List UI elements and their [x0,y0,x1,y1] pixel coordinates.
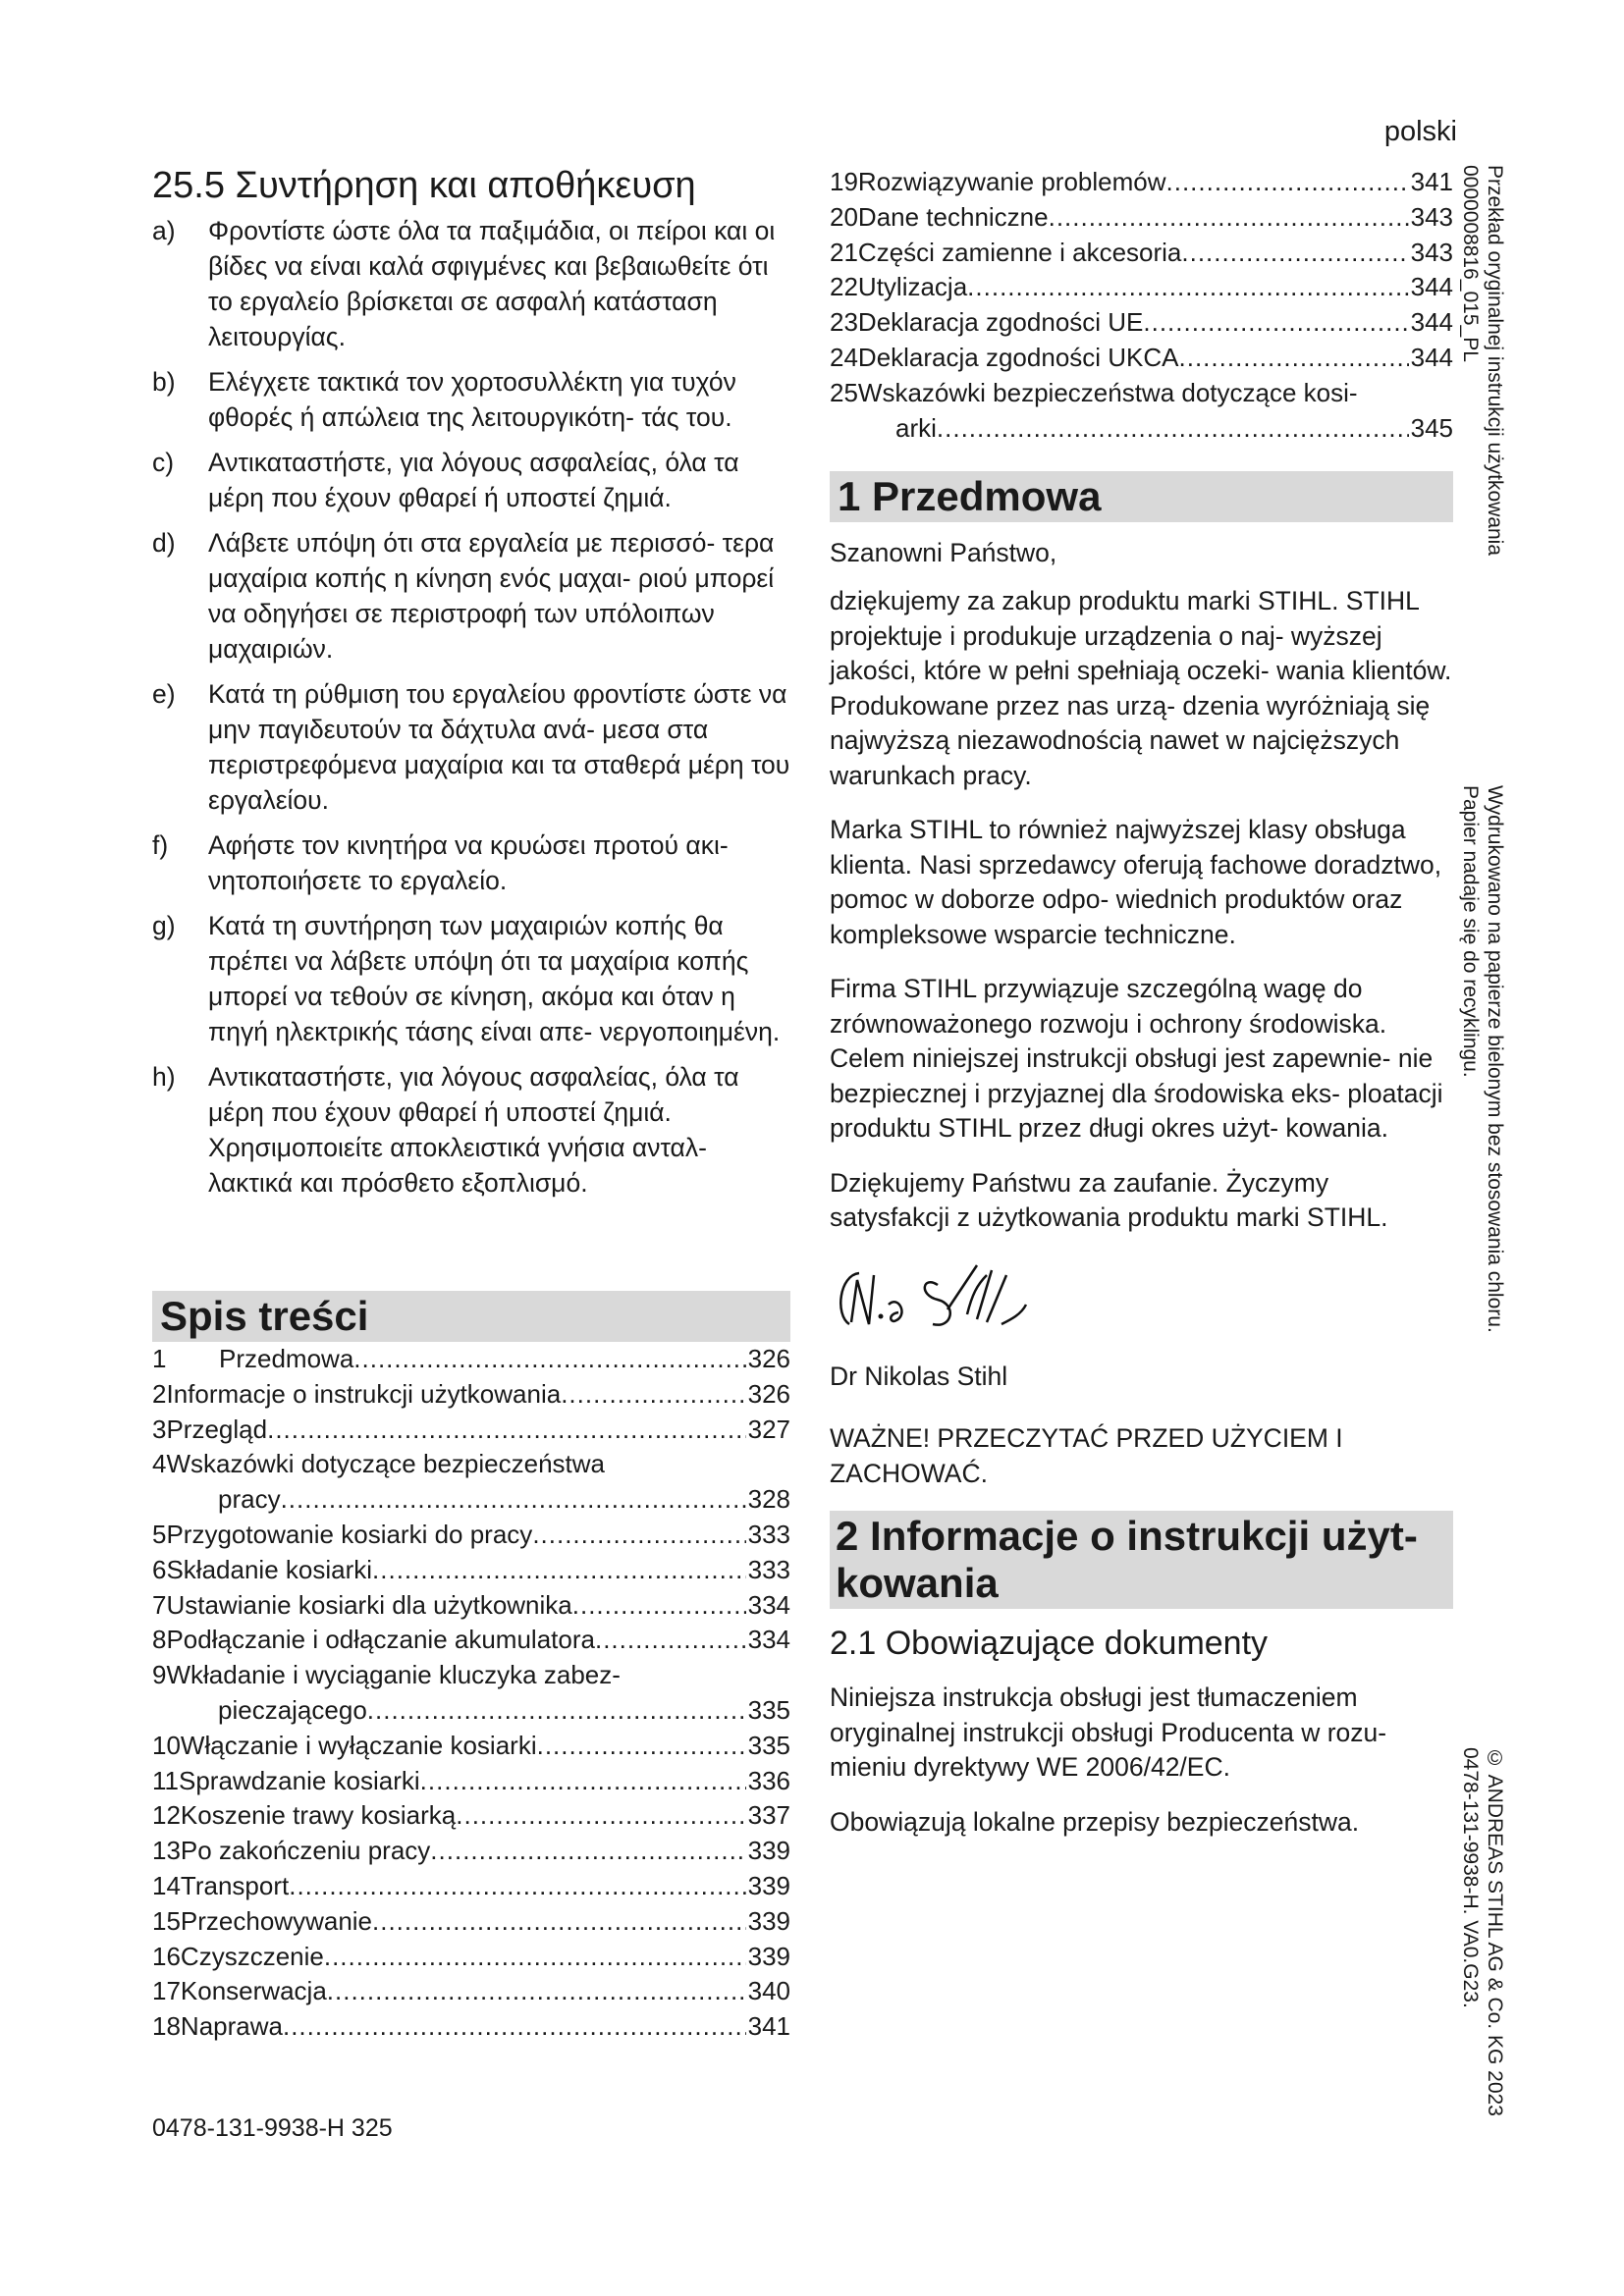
toc-entry[interactable]: 3 Przegląd ..... 327 [152,1413,790,1448]
left-column [152,165,790,2045]
section2-heading: 2 Informacje o instrukcji użyt- kowania [830,1511,1453,1609]
toc-entry[interactable]: 9 Wkładanie i wyciąganie kluczyka zabez- pieczającego ..... 335 [152,1658,790,1729]
preface-paragraph: dziękujemy za zakup produktu marki STIHL. STIHL projektuje i produkuje urządzenia o naj- wyższej jakości, które w pełni spełniają oczeki- wania klientów. Produkowane przez nas urzą- dzenia wyróżniają się najwyższą niezawodnością nawet w najcięższych warunkach pracy. [830,586,1452,790]
section2-paragraph: Obowiązują lokalne przepisy bezpieczeństwa. [830,1806,1360,1837]
language-label: polski [1383,116,1457,147]
toc-entry[interactable]: 11 Sprawdzanie kosiarki ..... 336 [152,1764,790,1799]
side-note-translation: Przekład oryginalnej instrukcji użytkowania 0000008816_015_PL [1459,165,1506,557]
preface-paragraph: Marka STIHL to również najwyższej klasy obsługa klienta. Nasi sprzedawcy oferują fachowe doradztwo, pomoc w doborze odpo- wiednich produktów oraz kompleksowe wsparcie techniczne. [830,815,1442,949]
right-column [830,165,1453,1859]
list-item: b) Ελέγχετε τακτικά τον χορτοσυλλέκτη για τυχόν φθορές ή απώλεια της λειτουργικότη- τάς του. [152,367,736,432]
greek-section-list [152,213,790,1201]
toc-entry[interactable]: 23 Deklaracja zgodności UE ..... 344 [830,305,1453,341]
list-item: e) Κατά τη ρύθμιση του εργαλείου φροντίστε ώστε να μην παγιδευτούν τα δάχτυλα ανά- μεσα στα περιστρεφόμενα μαχαίρια και τα σταθερά μέρη του εργαλείου. [152,679,790,815]
section2-paragraph: Niniejsza instrukcja obsługi jest tłumaczeniem oryginalnej instrukcji obsługi Producenta w rozu- mieniu dyrektywy WE 2006/42/EC. [830,1682,1387,1783]
section2-subheading: 2.1 Obowiązujące dokumenty [830,1625,1269,1663]
toc-entry[interactable]: 14 Transport ..... 339 [152,1869,790,1904]
toc-entry[interactable]: 7 Ustawianie kosiarki dla użytkownika ..... 334 [152,1588,790,1624]
list-item: g) Κατά τη συντήρηση των μαχαιριών κοπής θα πρέπει να λάβετε υπόψη ότι τα μαχαίρια κοπής μπορεί να τεθούν σε κίνηση, ακόμα και όταν η πηγή ηλεκτρικής τάσης είναι απε- νεργοποιημένη. [152,911,781,1046]
toc-entry[interactable]: 8 Podłączanie i odłączanie akumulatora ..... 334 [152,1623,790,1658]
preface-paragraph: Firma STIHL przywiązuje szczególną wagę do zrównoważonego rozwoju i ochrony środowiska. Celem niniejszej instrukcji obsługi jest zapewnie- nie bezpiecznej i przyjaznej dla środowiska eks- ploatacji produktu STIHL przez długi okres użyt- kowania. [830,974,1443,1144]
toc-right-list [830,165,1453,446]
toc-entry[interactable]: 20 Dane techniczne ..... 343 [830,200,1453,236]
list-item: f) Αφήστε τον κινητήρα να κρυώσει προτού ακι- νητοποιήσετε το εργαλείο. [152,830,729,895]
greek-section-heading: 25.5 Συντήρηση και αποθήκευση [152,165,696,206]
list-item: h) Αντικαταστήστε, για λόγους ασφαλείας, όλα τα μέρη που έχουν φθαρεί ή υποστεί ζημιά. Χρησιμοποιείτε αποκλειστικά γνήσια ανταλ- λακτικά και πρόσθετο εξοπλισμό. [152,1062,739,1198]
toc-entry[interactable]: 16 Czyszczenie ..... 339 [152,1940,790,1975]
toc-entry[interactable]: 18 Naprawa ..... 341 [152,2009,790,2045]
list-item: c) Αντικαταστήστε, για λόγους ασφαλείας, όλα τα μέρη που έχουν φθαρεί ή υποστεί ζημιά. [152,448,739,512]
page-footer: 0478-131-9938-H 325 [152,2114,393,2142]
toc-entry[interactable]: 10 Włączanie i wyłączanie kosiarki ..... 335 [152,1729,790,1764]
list-item: a) Φροντίστε ώστε όλα τα παξιμάδια, οι πείροι και οι βίδες να είναι καλά σφιγμένες και βεβαιωθείτε ότι το εργαλείο βρίσκεται σε ασφαλή κατάσταση λειτουργίας. [152,216,776,351]
toc-heading: Spis treści [152,1291,790,1342]
toc-entry[interactable]: 6 Składanie kosiarki ..... 333 [152,1553,790,1588]
toc-entry[interactable]: 22 Utylizacja ..... 344 [830,270,1453,305]
list-item: d) Λάβετε υπόψη ότι στα εργαλεία με περισσό- τερα μαχαίρια κοπής η κίνηση ενός μαχαι- ριού μπορεί να οδηγήσει σε περιστροφή των υπόλοιπων μαχαιριών. [152,528,775,664]
toc-entry[interactable]: 15 Przechowywanie ..... 339 [152,1904,790,1940]
preface-paragraph: Dziękujemy Państwu za zaufanie. Życzymy satysfakcji z użytkowania produktu marki STIHL. [830,1167,1388,1233]
important-notice: WAŻNE! PRZECZYTAĆ PRZED UŻYCIEM I ZACHOWAĆ. [830,1423,1343,1488]
toc-entry[interactable]: 12 Koszenie trawy kosiarką ..... 337 [152,1798,790,1834]
toc-entry[interactable]: 13 Po zakończeniu pracy ..... 339 [152,1834,790,1869]
toc-entry[interactable]: 25 Wskazówki bezpieczeństwa dotyczące kosi- arki ..... 345 [830,376,1453,447]
side-note-paper: Wydrukowano na papierze bielonym bez stosowania chloru. Papier nadaje się do recyklingu. [1459,785,1506,1333]
toc-entry[interactable]: 17 Konserwacja ..... 340 [152,1974,790,2009]
toc-entry[interactable]: 5 Przygotowanie kosiarki do pracy ..... 333 [152,1518,790,1553]
side-note-copyright: © ANDREAS STIHL AG & Co. KG 2023 0478-131-9938-H. VA0.G23. [1459,1747,1506,2116]
toc-entry[interactable]: 4 Wskazówki dotyczące bezpieczeństwa pracy ..... 328 [152,1447,790,1518]
signer-name: Dr Nikolas Stihl [830,1361,1008,1391]
toc-left-list [152,1342,790,2045]
preface-heading: 1 Przedmowa [830,471,1453,522]
signature-image [830,1255,1036,1344]
toc-entry[interactable]: 2 Informacje o instrukcji użytkowania ..... 326 [152,1377,790,1413]
toc-entry[interactable]: 19 Rozwiązywanie problemów ..... 341 [830,165,1453,200]
preface-greeting: Szanowni Państwo, [830,538,1057,568]
toc-entry[interactable]: 21 Części zamienne i akcesoria ..... 343 [830,236,1453,271]
toc-entry[interactable]: 24 Deklaracja zgodności UKCA ..... 344 [830,341,1453,376]
toc-entry[interactable]: 1 Przedmowa ..... 326 [152,1342,790,1377]
